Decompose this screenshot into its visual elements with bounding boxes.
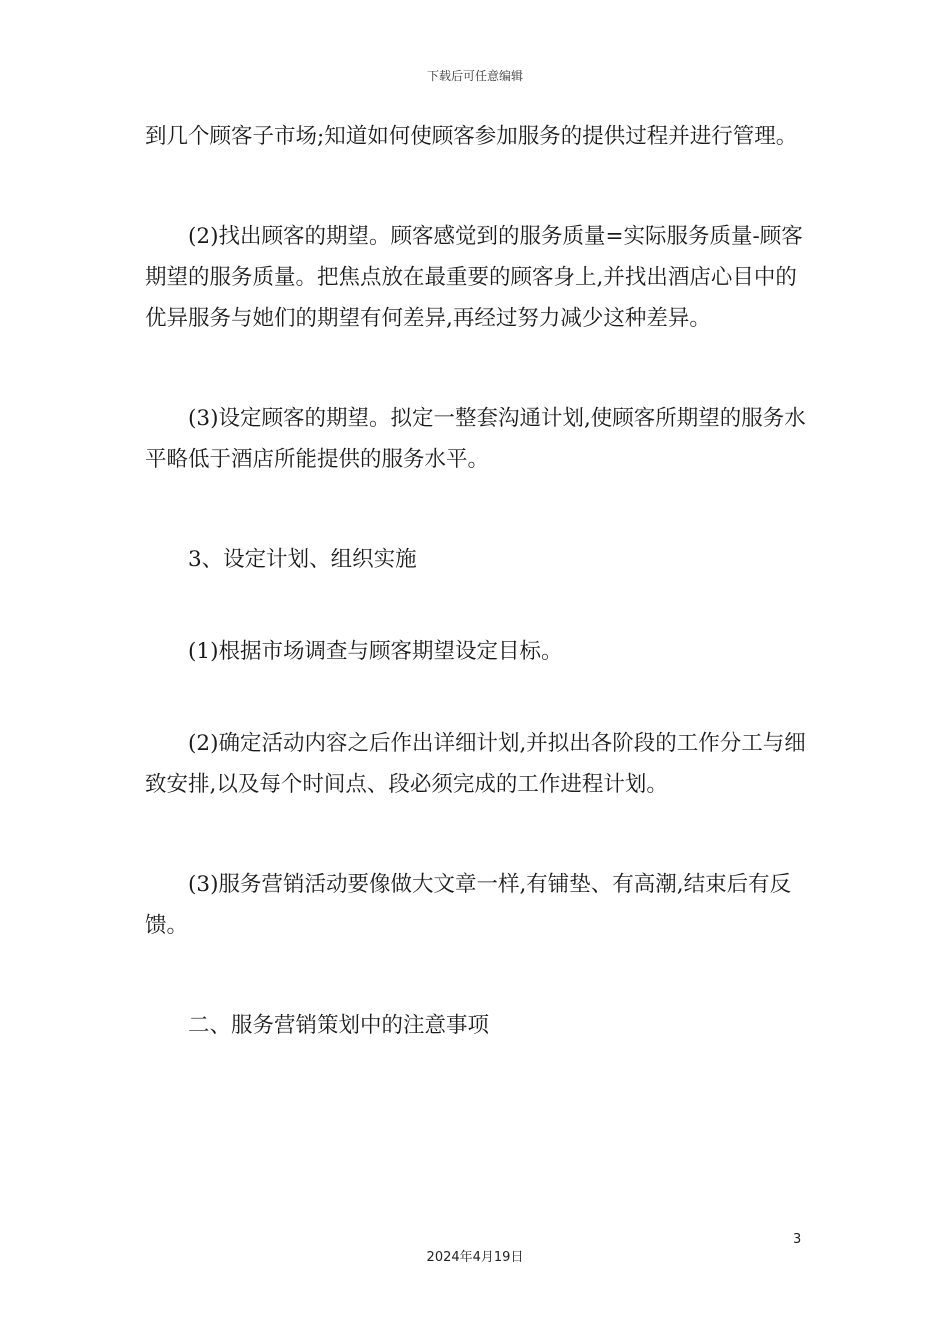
page-header: 下载后可任意编辑 [426,69,523,83]
paragraph-marketing-activity: (3)服务营销活动要像做大文章一样,有铺垫、有高潮,结束后有反馈。 [145,872,792,938]
page-number: 3 [793,1232,802,1247]
paragraph-set-goals: (1)根据市场调查与顾客期望设定目标。 [188,639,563,664]
paragraph-detailed-plan: (2)确定活动内容之后作出详细计划,并拟出各阶段的工作分工与细致安排,以及每个时间点、段必须完成的工作进程计划。 [145,731,806,797]
paragraph-continuation: 到几个顾客子市场;知道如何使顾客参加服务的提供过程并进行管理。 [145,124,798,149]
paragraph-customer-expectations: (2)找出顾客的期望。顾客感觉到的服务质量=实际服务质量-顾客期望的服务质量。把焦点放在最重要的顾客身上,并找出酒店心目中的优异服务与她们的期望有何差异,再经过努力减少这种差异。 [145,224,803,331]
paragraph-set-expectations: (3)设定顾客的期望。拟定一整套沟通计划,使顾客所期望的服务水平略低于酒店所能提供的服务水平。 [145,406,806,472]
section-heading-notes: 二、服务营销策划中的注意事项 [188,1013,490,1038]
document-body [145,116,807,1046]
section-heading-plan: 3、设定计划、组织实施 [188,547,417,572]
footer-date: 2024年4月19日 [426,1250,524,1265]
